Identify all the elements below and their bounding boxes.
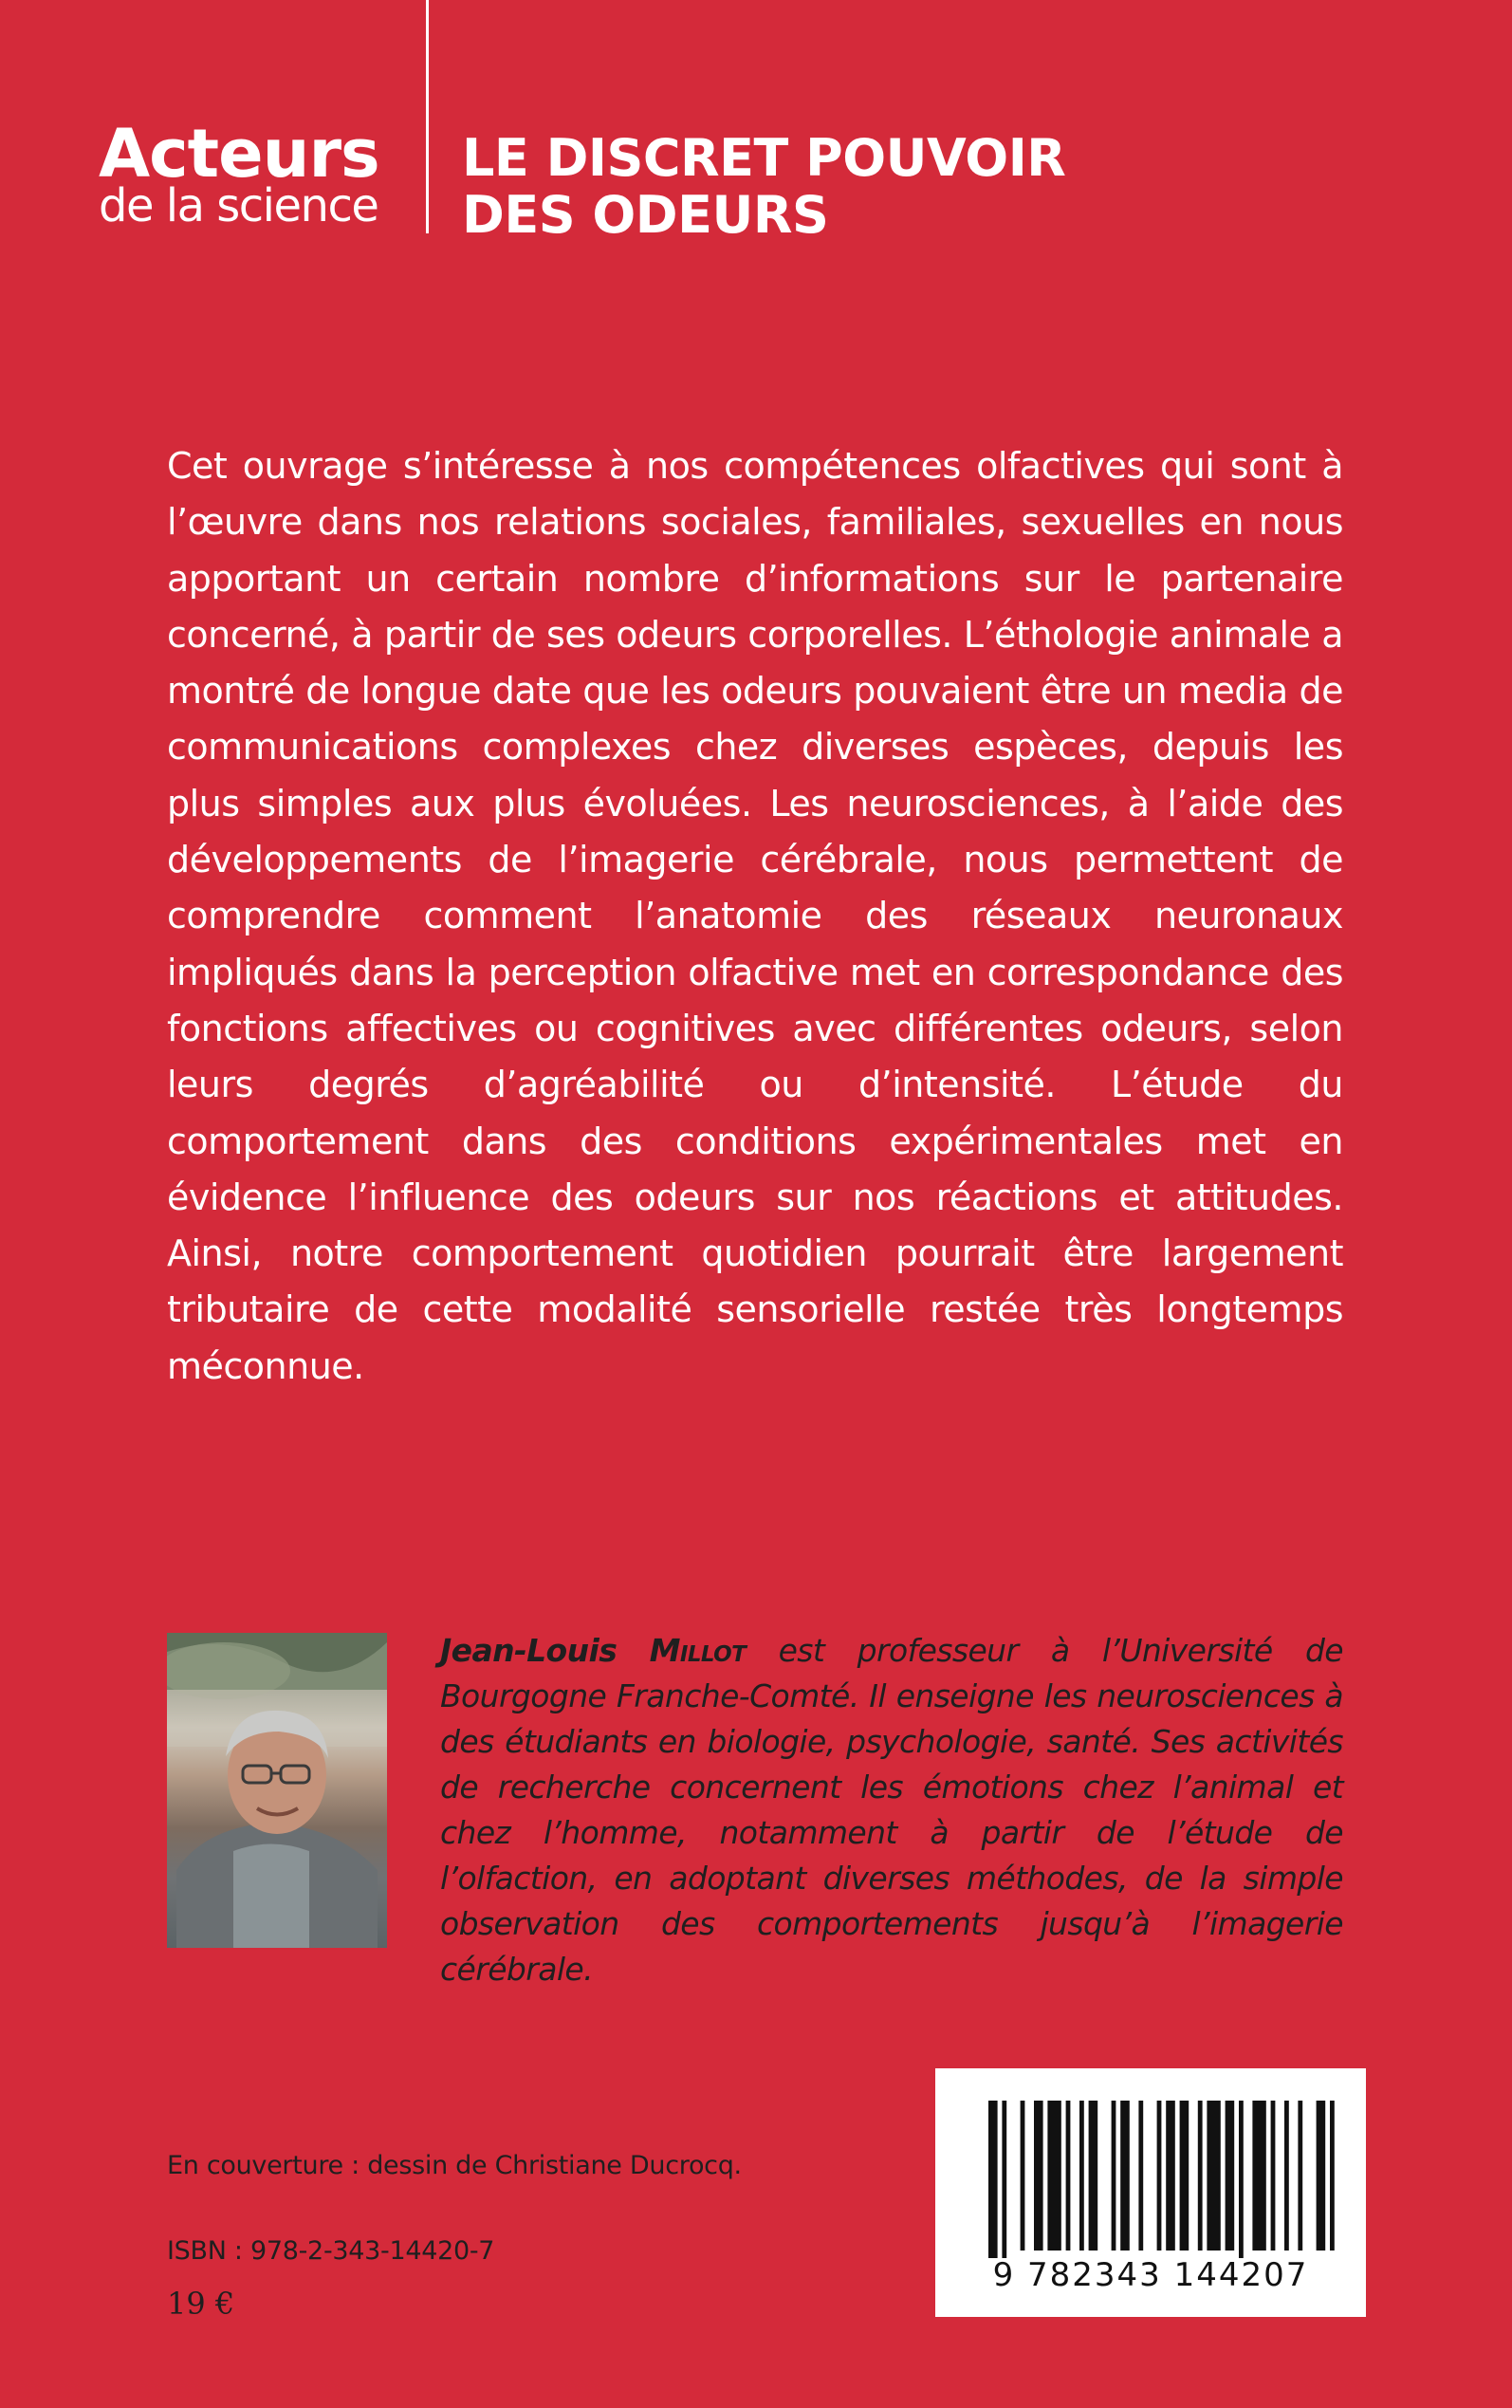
barcode-bars	[935, 2068, 1366, 2258]
author-last-name: Millot	[649, 1632, 747, 1669]
barcode-bar	[1157, 2101, 1162, 2251]
barcode-bar	[1317, 2101, 1326, 2251]
series-logo	[99, 115, 402, 232]
book-title	[462, 130, 1065, 244]
header-divider	[426, 0, 429, 233]
barcode-bar	[988, 2101, 998, 2258]
author-photo	[167, 1633, 387, 1948]
cover-credit: En couverture : dessin de Christiane Ducrocq.	[167, 2151, 742, 2180]
barcode-bar	[1180, 2101, 1189, 2251]
barcode	[935, 2068, 1366, 2317]
barcode-bar	[1047, 2101, 1060, 2251]
book-title-line-1: LE DISCRET POUVOIR	[462, 128, 1066, 188]
barcode-bar	[1089, 2101, 1098, 2251]
barcode-bar	[1298, 2101, 1302, 2251]
series-name: Acteurs	[99, 115, 379, 193]
barcode-bar	[1198, 2101, 1203, 2251]
barcode-bar	[1252, 2101, 1265, 2251]
barcode-bar	[1284, 2101, 1289, 2251]
author-portrait-drawing	[167, 1633, 387, 1948]
barcode-bar	[1002, 2101, 1006, 2258]
barcode-bar	[1112, 2101, 1116, 2251]
price: 19 €	[167, 2286, 235, 2322]
barcode-bar	[1166, 2101, 1175, 2251]
barcode-bar	[1271, 2101, 1276, 2251]
book-title-line-2: DES ODEURS	[462, 185, 829, 245]
barcode-bar	[1138, 2101, 1143, 2251]
barcode-bar	[1021, 2101, 1025, 2251]
series-subtitle: de la science	[99, 179, 378, 232]
barcode-bar	[1079, 2101, 1084, 2251]
barcode-bar	[1239, 2101, 1244, 2258]
barcode-bar	[1034, 2101, 1043, 2251]
barcode-bar	[1330, 2101, 1335, 2251]
isbn: ISBN : 978-2-343-14420-7	[167, 2236, 495, 2266]
book-blurb: Cet ouvrage s’intéresse à nos compétences olfactives qui sont à l’œuvre dans nos relations sociales, familiales, sexuelles en nous apportant un certain nombre d’informations sur le partenaire concerné, à partir de ses odeurs corporelles. L’éthologie animale a montré de longue date que les odeurs pouvaient être un media de communications complexes chez diverses espèces, depuis les plus simples aux plus évoluées. Les neurosciences, à l’aide des développements de l’imagerie cérébrale, nous permettent de comprendre comment l’anatomie des réseaux neuronaux impliqués dans la perception olfactive met en correspondance des fonctions affectives ou cognitives avec différentes odeurs, selon leurs degrés d’agréabilité ou d’intensité. L’étude du comportement dans des conditions expérimentales met en évidence l’influence des odeurs sur nos réactions et attitudes. Ainsi, notre comportement quotidien pourrait être largement tributaire de cette modalité sensorielle restée très longtemps méconnue.	[167, 445, 1343, 1387]
author-first-name: Jean-Louis	[440, 1632, 618, 1669]
author-bio	[440, 1628, 1343, 1992]
barcode-bar	[1120, 2101, 1130, 2251]
barcode-bar	[1207, 2101, 1220, 2251]
barcode-digits: 9 782343 144207	[992, 2256, 1309, 2294]
barcode-bar	[1226, 2101, 1235, 2251]
barcode-bar	[1066, 2101, 1071, 2251]
author-bio-text: est professeur à l’Université de Bourgogne Franche-Comté. Il enseigne les neurosciences à des étudiants en biologie, psychologie, santé. Ses activités de recherche concernent les émotions chez l’animal et chez l’homme, notamment à partir de l’étude de l’olfaction, en adoptant diverses méthodes, de la simple observation des comportements jusqu’à l’imagerie cérébrale.	[440, 1632, 1344, 1988]
